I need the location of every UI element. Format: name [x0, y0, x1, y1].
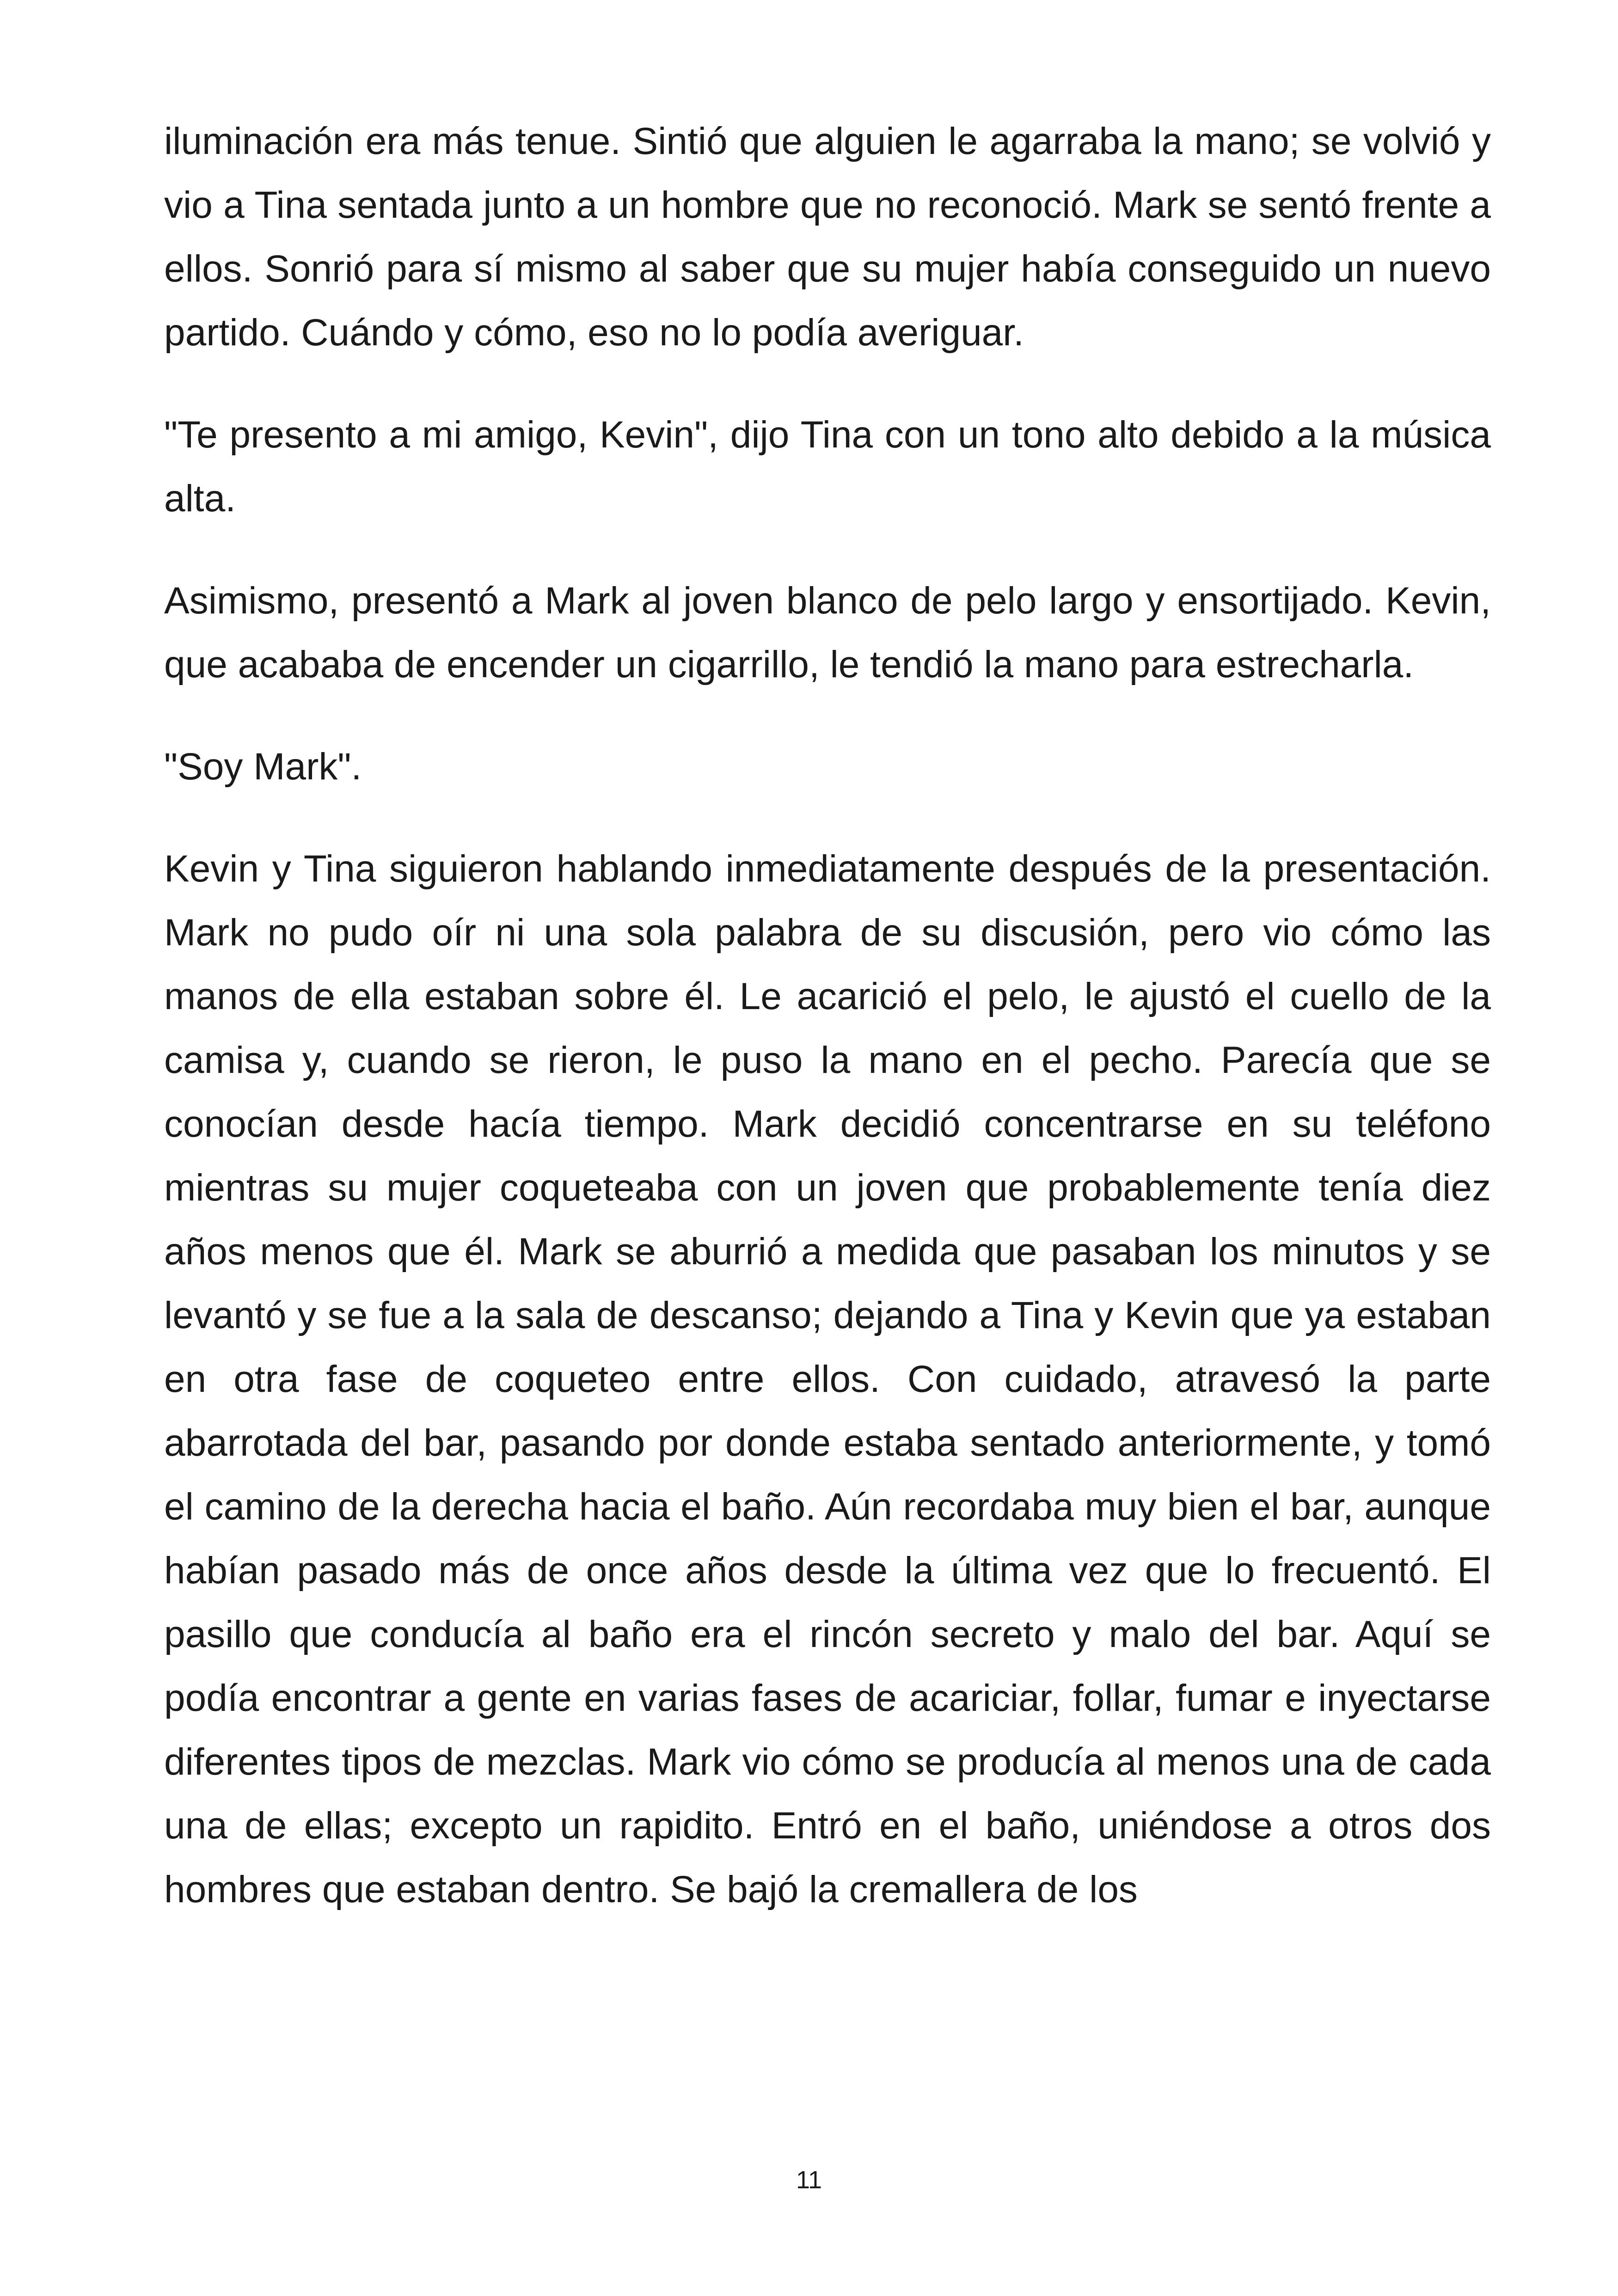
- page-number: 11: [796, 2166, 822, 2194]
- paragraph-3: Asimismo, presentó a Mark al joven blanco de pelo largo y ensortijado. Kevin, que acababa de encender un cigarrillo, le tendió la mano para estrecharla.: [164, 580, 1491, 686]
- paragraph-5: Kevin y Tina siguieron hablando inmediatamente después de la presentación. Mark no pudo oír ni una sola palabra de su discusión, pero vio cómo las manos de ella estaban sobre él. Le acarició el pelo, le ajustó el cuello de la camisa y, cuando se rieron, le puso la mano en el pecho. Parecía que se conocían desde hacía tiempo. Mark decidió concentrarse en su teléfono mientras su mujer coqueteaba con un joven que probablemente tenía diez años menos que él. Mark se aburrió a medida que pasaban los minutos y se levantó y se fue a la sala de descanso; dejando a Tina y Kevin que ya estaban en otra fase de coqueteo entre ellos. Con cuidado, atravesó la parte abarrotada del bar, pasando por donde estaba sentado anteriormente, y tomó el camino de la derecha hacia el baño. Aún recordaba muy bien el bar, aunque habían pasado más de once años desde la última vez que lo frecuentó. El pasillo que conducía al baño era el rincón secreto y malo del bar. Aquí se podía encontrar a gente en varias fases de acariciar, follar, fumar e inyectarse diferentes tipos de mezclas. Mark vio cómo se producía al menos una de cada una de ellas; excepto un rapidito. Entró en el baño, uniéndose a otros dos hombres que estaban dentro. Se bajó la cremallera de los: [164, 848, 1491, 1910]
- paragraph-2: "Te presento a mi amigo, Kevin", dijo Tina con un tono alto debido a la música alta.: [164, 414, 1491, 520]
- paragraph-4: "Soy Mark".: [164, 746, 362, 788]
- paragraph-1: iluminación era más tenue. Sintió que alguien le agarraba la mano; se volvió y vio a Tina sentada junto a un hombre que no reconoció. Mark se sentó frente a ellos. Sonrió para sí mismo al saber que su mujer había conseguido un nuevo partido. Cuándo y cómo, eso no lo podía averiguar.: [164, 120, 1491, 354]
- body-text: [164, 110, 1491, 1960]
